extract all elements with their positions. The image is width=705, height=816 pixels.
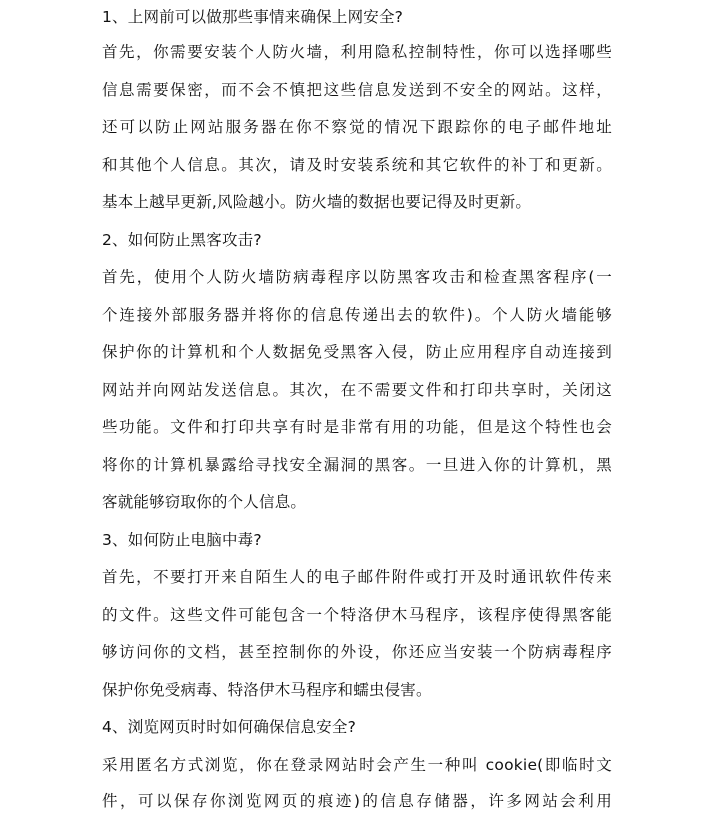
answer-4-line-1: 采用匿名方式浏览，你在登录网站时会产生一种叫 cookie(即临时文 (102, 756, 612, 774)
answer-1-line-1: 首先，你需要安装个人防火墙，利用隐私控制特性，你可以选择哪些 (102, 43, 612, 61)
question-1-heading: 1、上网前可以做那些事情来确保上网安全? (102, 8, 404, 26)
answer-3-line-3: 够访问你的文档，甚至控制你的外设，你还应当安装一个防病毒程序 (102, 643, 612, 661)
answer-4-line-2: 件，可以保存你浏览网页的痕迹)的信息存储器，许多网站会利用 (102, 792, 612, 810)
answer-3-line-4: 保护你免受病毒、特洛伊木马程序和蠕虫侵害。 (102, 681, 432, 699)
answer-2-line-2: 个连接外部服务器并将你的信息传递出去的软件)。个人防火墙能够 (102, 306, 612, 324)
question-2-heading: 2、如何防止黑客攻击? (102, 231, 262, 249)
answer-1-line-3: 还可以防止网站服务器在你不察觉的情况下跟踪你的电子邮件地址 (102, 118, 612, 136)
answer-2-line-1: 首先，使用个人防火墙防病毒程序以防黑客攻击和检查黑客程序(一 (102, 268, 612, 286)
answer-2-line-6: 将你的计算机暴露给寻找安全漏洞的黑客。一旦进入你的计算机，黑 (102, 456, 612, 474)
answer-1-line-5: 基本上越早更新,风险越小。防火墙的数据也要记得及时更新。 (102, 193, 532, 211)
answer-1-line-2: 信息需要保密，而不会不慎把这些信息发送到不安全的网站。这样， (102, 81, 612, 99)
answer-3-line-2: 的文件。这些文件可能包含一个特洛伊木马程序，该程序使得黑客能 (102, 606, 612, 624)
answer-2-line-3: 保护你的计算机和个人数据免受黑客入侵，防止应用程序自动连接到 (102, 343, 612, 361)
answer-2-line-5: 些功能。文件和打印共享有时是非常有用的功能，但是这个特性也会 (102, 418, 612, 436)
answer-2-line-4: 网站并向网站发送信息。其次，在不需要文件和打印共享时，关闭这 (102, 381, 612, 399)
answer-3-line-1: 首先，不要打开来自陌生人的电子邮件附件或打开及时通讯软件传来 (102, 568, 612, 586)
question-4-heading: 4、浏览网页时时如何确保信息安全? (102, 718, 356, 736)
question-3-heading: 3、如何防止电脑中毒? (102, 531, 262, 549)
answer-1-line-4: 和其他个人信息。其次，请及时安装系统和其它软件的补丁和更新。 (102, 156, 612, 174)
answer-2-line-7: 客就能够窃取你的个人信息。 (102, 493, 307, 511)
